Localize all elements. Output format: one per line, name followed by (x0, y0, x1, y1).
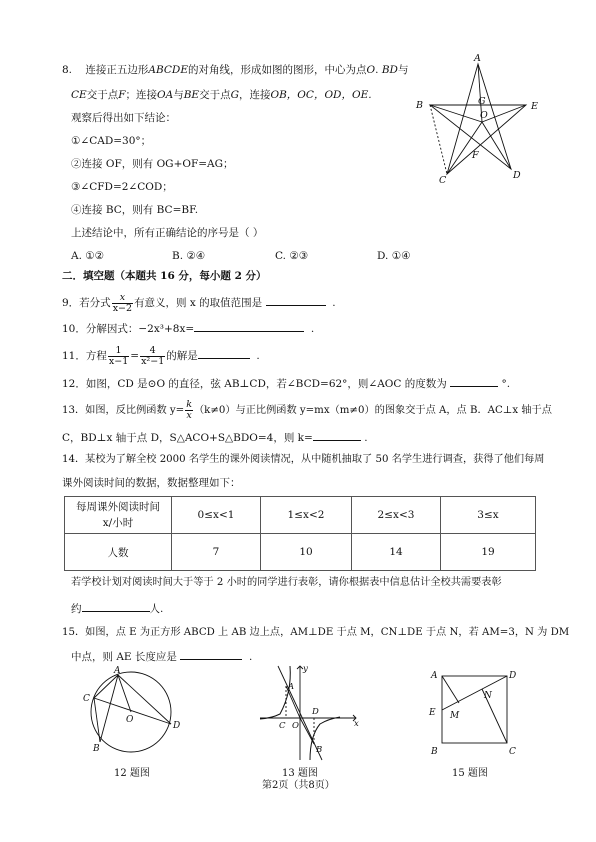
fig15-label-c: C (509, 747, 516, 757)
q8-label-g: G (478, 96, 486, 107)
fig13-label-y: y (303, 664, 308, 674)
q9-answer-blank[interactable] (266, 295, 326, 306)
q8-label-b: B (416, 100, 423, 111)
q8-label-o: O (480, 110, 488, 121)
q13-answer-blank[interactable] (313, 430, 361, 441)
q8-label-c: C (439, 175, 447, 184)
q8-line1: 8. 连接正五边形ABCDE的对角线，形成如图的图形，中心为点O. BD与 (62, 64, 409, 76)
table-row (65, 497, 536, 534)
q12-answer-blank[interactable] (450, 376, 498, 387)
table-header-cell: 每周课外阅读时间 x/小时 (65, 497, 172, 534)
table-cell: 7 (172, 534, 261, 571)
q14-answer-blank[interactable] (82, 601, 150, 612)
table-header-cell: 3≤x (441, 497, 536, 534)
page-footer: 第2页（共8页） (262, 780, 335, 791)
q8-label-f: F (472, 150, 479, 161)
q8-label-a: A (474, 53, 481, 64)
fig15-label-a: A (431, 671, 438, 681)
table-cell: 14 (352, 534, 441, 571)
fig13-label-d: D (312, 707, 319, 717)
table-header-cell: 1≤x<2 (261, 497, 352, 534)
fig13-label-b: B (316, 745, 323, 755)
q8-conclusion-4: ④连接 BC，则有 BC=BF. (71, 204, 199, 216)
table-row-label: 人数 (65, 534, 172, 571)
q11: 11．方程 $\frac{1}{x-1}$ = $\frac{4}{\text{x²−1}}$ 的解是 . (62, 344, 260, 367)
fig13-label-c: C (279, 721, 286, 731)
q9-fraction: $\frac{x}{x-2}$ (112, 291, 133, 314)
q8-label-e: E (531, 101, 538, 112)
fig15-label-e: E (429, 708, 436, 718)
fig13-graph-figure (252, 662, 364, 764)
table-cell: 19 (441, 534, 536, 571)
fig15-label-m: M (450, 711, 460, 721)
fig15-square-figure (425, 666, 520, 760)
table-cell: 10 (261, 534, 352, 571)
fig12-caption: 12 题图 (114, 768, 150, 779)
q14-line3: 若学校计划对阅读时间大于等于 2 小时的同学进行表彰，请你根据表中信息估计全校共需要表彰 (71, 577, 502, 588)
section-2-title: 二．填空题（本题共 16 分，每小题 2 分） (62, 270, 267, 282)
fig13-label-o: O (292, 721, 299, 731)
fig12-circle-figure (78, 666, 186, 758)
table-row (65, 534, 536, 571)
fig13-label-a: A (288, 682, 295, 692)
q8-option-a: A. ①② (71, 250, 105, 262)
fig15-label-n: N (484, 691, 492, 701)
q15-line1: 15．如图，点 E 为正方形 ABCD 上 AB 边上点，AM⊥DE 于点 M，CN⊥DE 于点 N，若 AM=3，N 为 DM (62, 627, 570, 638)
fig15-label-b: B (431, 747, 438, 757)
q14-line2: 课外阅读时间的数据，数据整理如下： (62, 477, 241, 489)
q13-line1: 13．如图，反比例函数 y= $\frac{k}{x}$ （k≠0）与正比例函数 y=mx（m≠0）的图象交于点 A，点 B．AC⊥x 轴于点 (62, 398, 552, 421)
q11-answer-blank[interactable] (198, 348, 250, 359)
table-header-cell: 2≤x<3 (352, 497, 441, 534)
fig15-label-d: D (509, 671, 517, 681)
q10-answer-blank[interactable] (194, 321, 304, 332)
q12: 12．如图，CD 是⊙O 的直径，弦 AB⊥CD，若∠BCD=62°，则∠AOC 的度数为 °. (62, 378, 511, 390)
fig12-label-c: C (83, 694, 90, 704)
fig13-label-x: x (354, 719, 359, 729)
q14-reading-time-table (64, 496, 536, 571)
q8-label-d: D (513, 170, 521, 181)
q8-conclusion-2: ②连接 OF，则有 OG+OF=AG； (71, 158, 234, 170)
q8-conclusion-3: ③∠CFD=2∠COD； (71, 181, 173, 193)
q8-pentagram-figure (410, 52, 560, 184)
q9: 9．若分式 $\frac{x}{x-2}$ 有意义，则 x 的取值范围是 . (62, 291, 336, 314)
q8-line2: CE交于点F；连接OA与BE交于点G，连接OB，OC，OD，OE. (71, 89, 372, 101)
table-header-cell: 0≤x<1 (172, 497, 261, 534)
q14-line1: 14．某校为了解全校 2000 名学生的课外阅读情况，从中随机抽取了 50 名学生进行调查，获得了他们每周 (62, 454, 545, 465)
q13-line2: C，BD⊥x 轴于点 D，S△ACO+S△BDO=4，则 k= . (62, 432, 368, 444)
q15-answer-blank[interactable] (180, 649, 242, 660)
q8-intro: 观察后得出如下结论： (71, 112, 176, 124)
q15-line2: 中点，则 AE 长度应是 . (71, 651, 253, 663)
fig12-label-d: D (173, 721, 181, 731)
q8-option-b: B. ②④ (172, 250, 206, 262)
fig13-caption: 13 题图 (282, 768, 318, 779)
q8-option-c: C. ②③ (275, 250, 309, 262)
q8-conclusion-1: ①∠CAD=30°； (71, 135, 152, 147)
fig12-label-o: O (126, 715, 134, 725)
q8-option-d: D. ①④ (377, 250, 411, 262)
fig15-caption: 15 题图 (452, 768, 488, 779)
q14-line4: 约 人. (71, 603, 164, 615)
fig12-label-a: A (114, 666, 121, 676)
fig12-label-b: B (93, 744, 100, 754)
q8-question: 上述结论中，所有正确结论的序号是（ ） (71, 227, 264, 239)
q10: 10．分解因式：−2x³+8x= . (62, 323, 315, 335)
